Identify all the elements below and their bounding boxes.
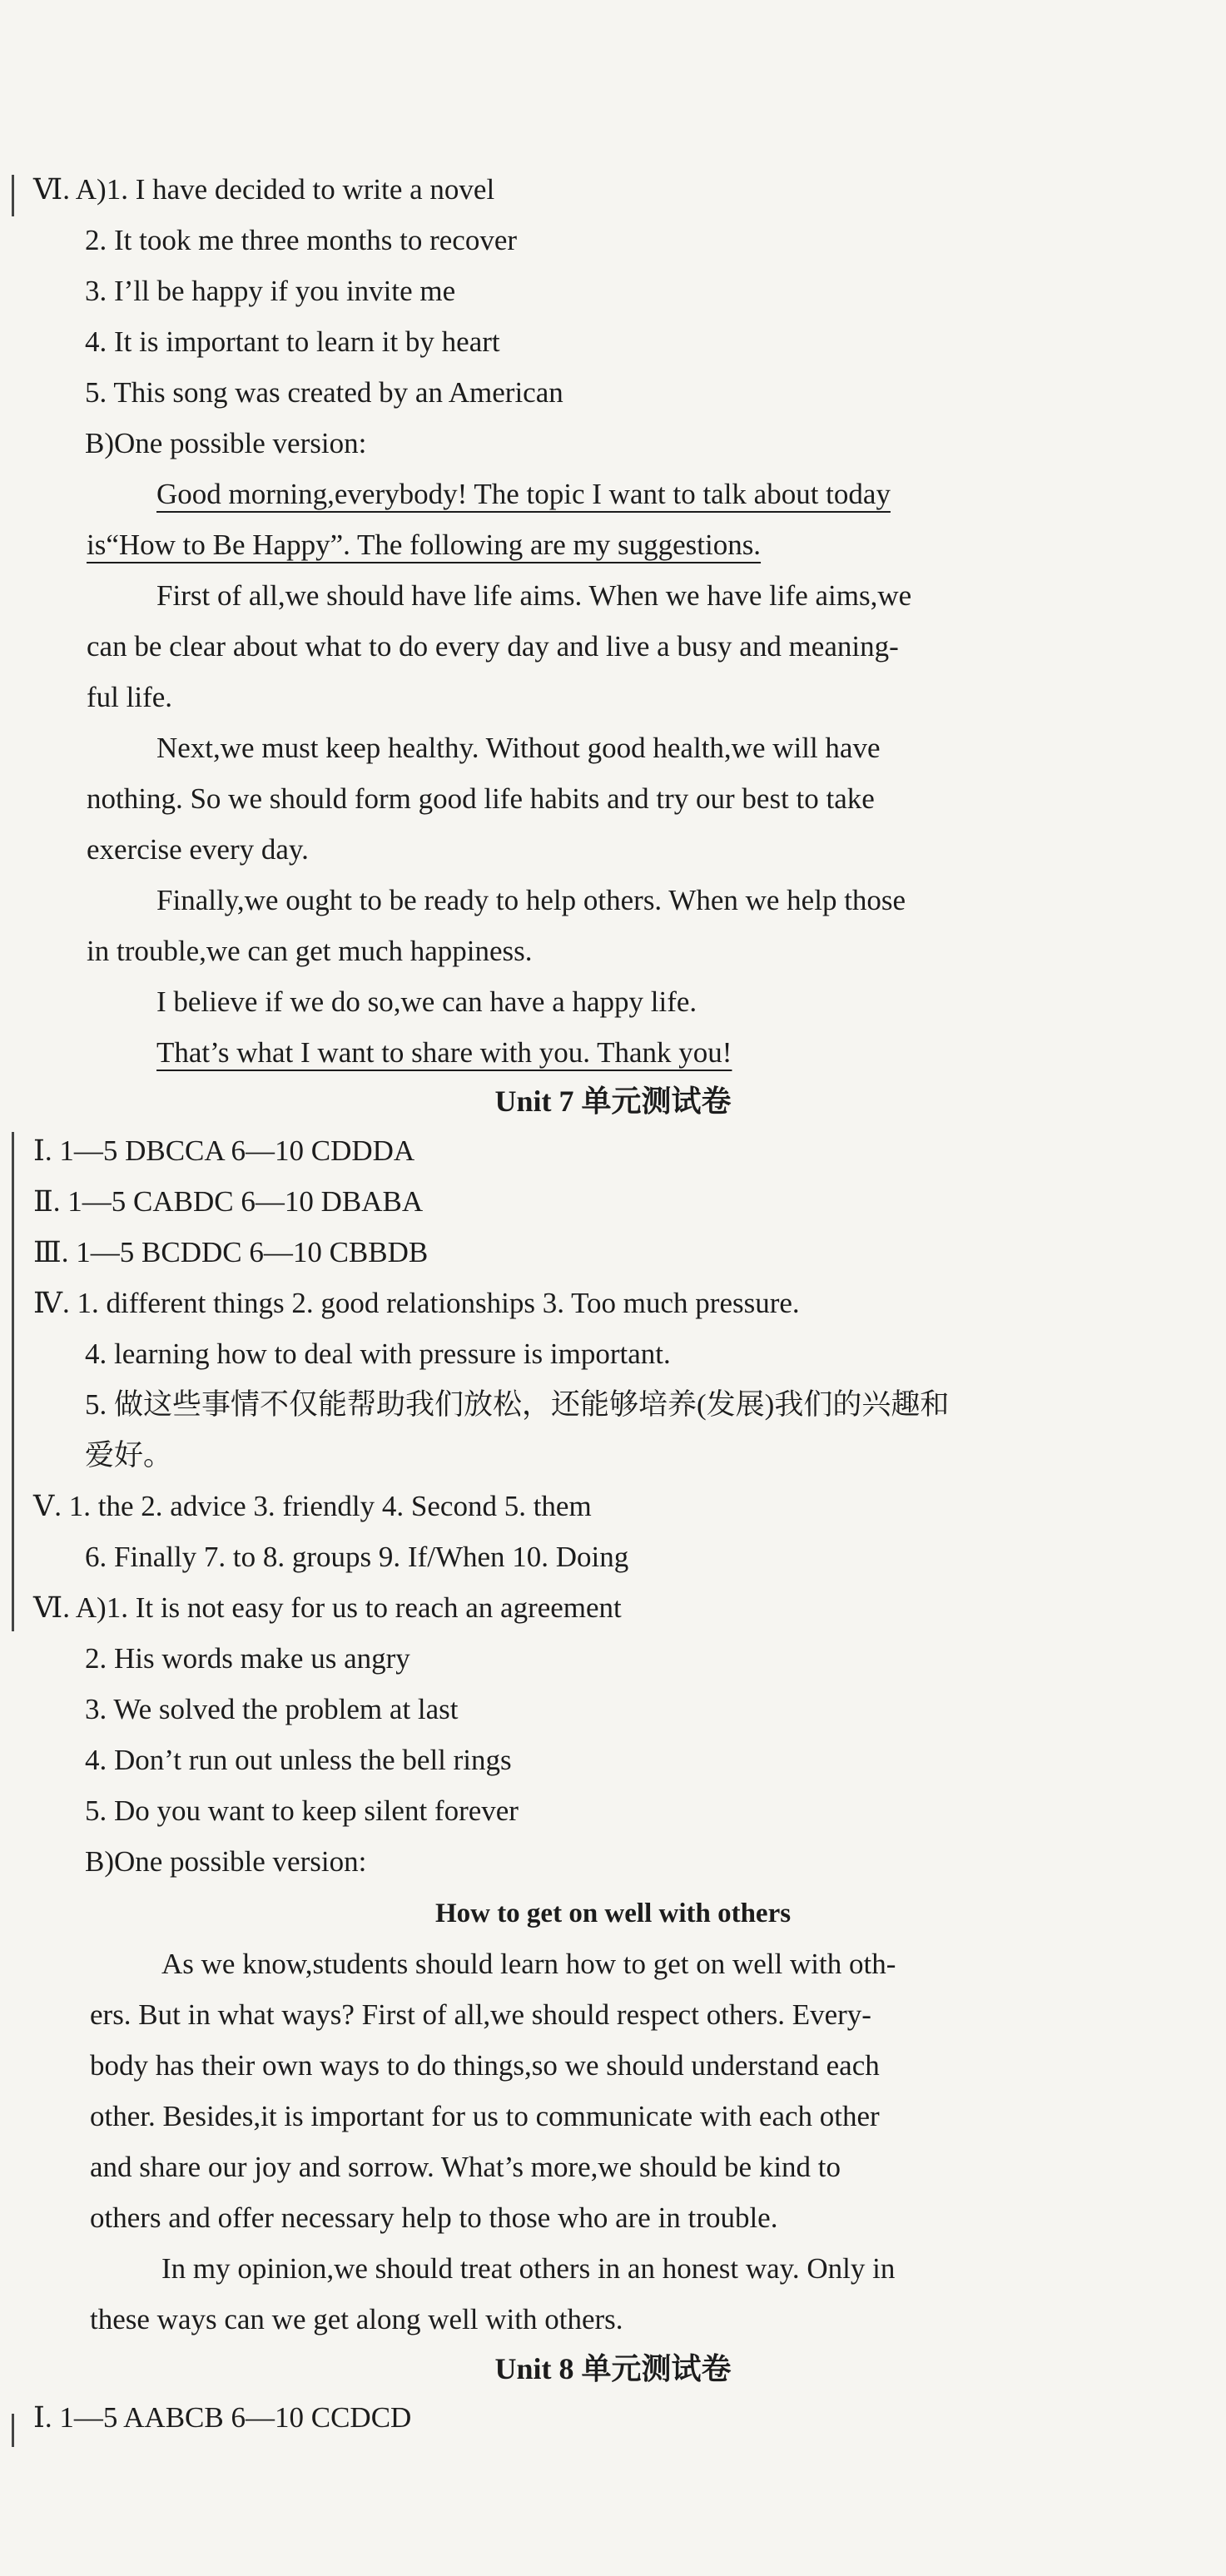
essay-line: I believe if we do so,we can have a happy life. — [156, 985, 697, 1018]
answer-line: 4. It is important to learn it by heart — [85, 325, 500, 358]
answer-line: 4. Don’t run out unless the bell rings — [85, 1744, 512, 1776]
unit-heading: Unit 8 单元测试卷 — [494, 2352, 732, 2385]
answer-line: 5. Do you want to keep silent forever — [85, 1794, 519, 1827]
essay-line: In my opinion,we should treat others in an honest way. Only in — [161, 2252, 896, 2285]
essay-line: other. Besides,it is important for us to communicate with each other — [90, 2100, 880, 2132]
left-margin-bar — [12, 2414, 14, 2447]
answer-line: 2. It took me three months to recover — [85, 224, 518, 256]
answer-line: Ⅲ. 1—5 BCDDC 6—10 CBBDB — [33, 1236, 429, 1268]
answer-line: Ⅴ. 1. the 2. advice 3. friendly 4. Second 5. them — [33, 1490, 592, 1522]
essay-line: nothing. So we should form good life habits and try our best to take — [87, 782, 875, 815]
essay-line: in trouble,we can get much happiness. — [87, 935, 533, 967]
answer-line: Ⅵ. A)1. I have decided to write a novel — [33, 173, 495, 206]
essay-line: body has their own ways to do things,so we should understand each — [90, 2049, 880, 2082]
essay-line: ful life. — [87, 681, 173, 713]
answer-line: 5. 做这些事情不仅能帮助我们放松，还能够培养(发展)我们的兴趣和 — [85, 1388, 950, 1421]
answer-line: Ⅰ. 1—5 AABCB 6—10 CCDCD — [33, 2401, 412, 2434]
left-margin-bar — [12, 175, 14, 216]
essay-line: Finally,we ought to be ready to help others. When we help those — [156, 884, 906, 916]
answer-line: B)One possible version: — [85, 1845, 367, 1878]
left-margin-bar — [12, 1132, 14, 1631]
answer-line: 5. This song was created by an American — [85, 376, 563, 409]
answer-line: 4. learning how to deal with pressure is important. — [85, 1338, 671, 1370]
essay-line: others and offer necessary help to those who are in trouble. — [90, 2201, 778, 2234]
essay-title: How to get on well with others — [434, 1898, 792, 1928]
essay-line: can be clear about what to do every day and live a busy and meaning- — [87, 630, 899, 663]
answer-line: 2. His words make us angry — [85, 1642, 410, 1675]
answer-line: 6. Finally 7. to 8. groups 9. If/When 10. Doing — [85, 1541, 629, 1573]
essay-line: ers. But in what ways? First of all,we should respect others. Every- — [90, 1998, 871, 2031]
essay-line: First of all,we should have life aims. When we have life aims,we — [156, 579, 912, 612]
essay-line: Good morning,everybody! The topic I want to talk about today — [156, 478, 891, 510]
essay-line: Next,we must keep healthy. Without good health,we will have — [156, 732, 881, 764]
answer-line: Ⅵ. A)1. It is not easy for us to reach an agreement — [33, 1591, 622, 1624]
essay-line: exercise every day. — [87, 833, 309, 866]
unit-heading: Unit 7 单元测试卷 — [494, 1085, 732, 1118]
essay-line: is“How to Be Happy”. The following are my suggestions. — [87, 529, 762, 561]
answer-line: Ⅱ. 1—5 CABDC 6—10 DBABA — [33, 1185, 424, 1218]
essay-line: these ways can we get along well with others. — [90, 2303, 623, 2335]
essay-line: As we know,students should learn how to get on well with oth- — [161, 1948, 896, 1980]
answer-line: 3. I’ll be happy if you invite me — [85, 275, 456, 307]
answer-line: Ⅳ. 1. different things 2. good relationships 3. Too much pressure. — [33, 1287, 800, 1319]
essay-line: and share our joy and sorrow. What’s more,we should be kind to — [90, 2151, 841, 2183]
answer-line: Ⅰ. 1—5 DBCCA 6—10 CDDDA — [33, 1134, 415, 1167]
answer-line: 爱好。 — [85, 1439, 173, 1472]
essay-line: That’s what I want to share with you. Thank you! — [156, 1036, 732, 1069]
answer-line: 3. We solved the problem at last — [85, 1693, 459, 1725]
answer-line: B)One possible version: — [85, 427, 367, 459]
